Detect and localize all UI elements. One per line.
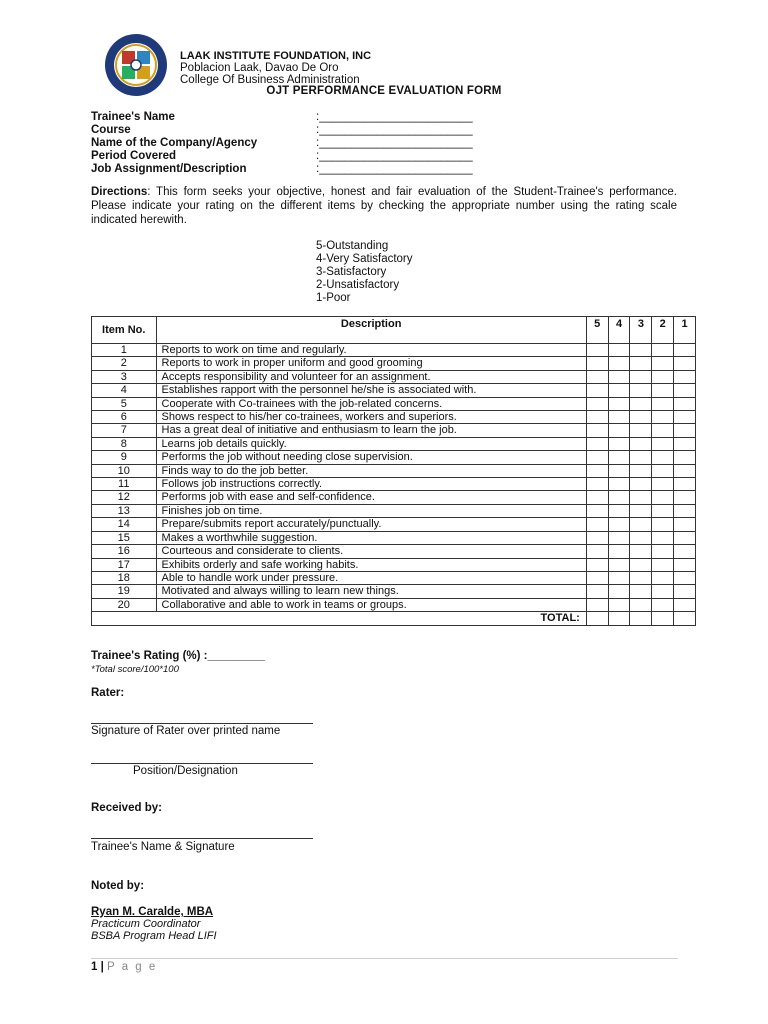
directions-paragraph (91, 185, 677, 227)
rating-checkbox-cell[interactable] (586, 491, 608, 504)
field-line-period[interactable]: :________________________ (316, 150, 473, 162)
col-rating-3: 3 (630, 317, 652, 344)
rating-checkbox-cell[interactable] (586, 545, 608, 558)
item-number: 17 (92, 558, 157, 571)
rating-checkbox-cell[interactable] (674, 424, 696, 437)
table-row (92, 478, 696, 491)
table-row (92, 397, 696, 410)
form-title: OJT PERFORMANCE EVALUATION FORM (266, 85, 502, 97)
item-number: 14 (92, 518, 157, 531)
org-name: LAAK INSTITUTE FOUNDATION, INC (180, 50, 372, 62)
field-label-course: Course (91, 124, 131, 136)
table-row (92, 558, 696, 571)
rating-checkbox-cell[interactable] (608, 357, 630, 370)
page-number: 1 (91, 961, 98, 973)
rating-checkbox-cell[interactable] (586, 397, 608, 410)
rating-checkbox-cell[interactable] (674, 464, 696, 477)
rating-checkbox-cell[interactable] (630, 571, 652, 584)
table-row (92, 370, 696, 383)
rating-checkbox-cell[interactable] (652, 437, 674, 450)
rating-checkbox-cell[interactable] (608, 558, 630, 571)
item-description: Follows job instructions correctly. (156, 478, 586, 491)
item-number: 2 (92, 357, 157, 370)
rating-checkbox-cell[interactable] (608, 411, 630, 424)
rating-formula-note: *Total score/100*100 (91, 664, 179, 675)
rating-checkbox-cell[interactable] (608, 464, 630, 477)
rating-checkbox-cell[interactable] (586, 598, 608, 611)
rating-checkbox-cell[interactable] (630, 585, 652, 598)
item-description: Collaborative and able to work in teams or groups. (156, 598, 586, 611)
item-description: Performs job with ease and self-confidence. (156, 491, 586, 504)
rating-checkbox-cell[interactable] (630, 437, 652, 450)
item-number: 20 (92, 598, 157, 611)
rating-checkbox-cell[interactable] (652, 491, 674, 504)
rating-checkbox-cell[interactable] (586, 571, 608, 584)
item-description: Learns job details quickly. (156, 437, 586, 450)
col-rating-4: 4 (608, 317, 630, 344)
rating-checkbox-cell[interactable] (652, 598, 674, 611)
rating-checkbox-cell[interactable] (608, 424, 630, 437)
item-number: 1 (92, 344, 157, 357)
table-row (92, 518, 696, 531)
table-row (92, 451, 696, 464)
table-row (92, 571, 696, 584)
scale-item: 3-Satisfactory (316, 266, 387, 278)
item-number: 7 (92, 424, 157, 437)
rater-label: Rater: (91, 687, 125, 699)
page-word: P a g e (107, 961, 158, 973)
item-description: Performs the job without needing close supervision. (156, 451, 586, 464)
rating-checkbox-cell[interactable] (586, 437, 608, 450)
rating-checkbox-cell[interactable] (608, 531, 630, 544)
rating-checkbox-cell[interactable] (608, 370, 630, 383)
rating-checkbox-cell[interactable] (630, 464, 652, 477)
rating-checkbox-cell[interactable] (608, 571, 630, 584)
table-row (92, 585, 696, 598)
scale-item: 4-Very Satisfactory (316, 253, 413, 265)
total-cell[interactable] (608, 612, 630, 625)
rating-checkbox-cell[interactable] (608, 545, 630, 558)
rating-checkbox-cell[interactable] (586, 558, 608, 571)
rating-checkbox-cell[interactable] (652, 397, 674, 410)
rating-checkbox-cell[interactable] (652, 531, 674, 544)
rating-checkbox-cell[interactable] (674, 491, 696, 504)
field-label-period: Period Covered (91, 150, 176, 162)
scale-item: 5-Outstanding (316, 240, 389, 252)
item-number: 6 (92, 411, 157, 424)
rating-checkbox-cell[interactable] (674, 411, 696, 424)
table-row (92, 384, 696, 397)
rating-checkbox-cell[interactable] (630, 451, 652, 464)
rater-position-caption: Position/Designation (133, 765, 238, 777)
rater-signature-line[interactable] (91, 722, 313, 724)
rating-checkbox-cell[interactable] (630, 491, 652, 504)
rating-checkbox-cell[interactable] (652, 464, 674, 477)
rating-checkbox-cell[interactable] (608, 478, 630, 491)
item-number: 5 (92, 397, 157, 410)
total-cell[interactable] (586, 612, 608, 625)
table-row (92, 491, 696, 504)
rating-checkbox-cell[interactable] (674, 437, 696, 450)
item-number: 19 (92, 585, 157, 598)
item-description: Finds way to do the job better. (156, 464, 586, 477)
rating-checkbox-cell[interactable] (674, 344, 696, 357)
rating-checkbox-cell[interactable] (586, 518, 608, 531)
rating-checkbox-cell[interactable] (674, 384, 696, 397)
college-name: College Of Business Administration (180, 74, 360, 86)
scale-item: 2-Unsatisfactory (316, 279, 400, 291)
rating-checkbox-cell[interactable] (674, 370, 696, 383)
rating-checkbox-cell[interactable] (608, 518, 630, 531)
noted-by-title: Practicum Coordinator (91, 918, 201, 930)
rating-checkbox-cell[interactable] (652, 478, 674, 491)
col-description: Description (156, 317, 586, 344)
item-description: Able to handle work under pressure. (156, 571, 586, 584)
field-label-job: Job Assignment/Description (91, 163, 247, 175)
rating-checkbox-cell[interactable] (630, 397, 652, 410)
rating-checkbox-cell[interactable] (630, 504, 652, 517)
item-number: 4 (92, 384, 157, 397)
received-by-label: Received by: (91, 802, 162, 814)
rating-checkbox-cell[interactable] (608, 451, 630, 464)
rating-checkbox-cell[interactable] (652, 545, 674, 558)
rating-checkbox-cell[interactable] (608, 344, 630, 357)
rating-checkbox-cell[interactable] (630, 370, 652, 383)
field-label-trainee-name: Trainee's Name (91, 111, 175, 123)
item-description: Cooperate with Co-trainees with the job-related concerns. (156, 397, 586, 410)
rating-checkbox-cell[interactable] (586, 451, 608, 464)
rating-checkbox-cell[interactable] (586, 411, 608, 424)
item-description: Prepare/submits report accurately/punctually. (156, 518, 586, 531)
rating-checkbox-cell[interactable] (674, 518, 696, 531)
noted-by-title: BSBA Program Head LIFI (91, 930, 217, 942)
item-description: Reports to work on time and regularly. (156, 344, 586, 357)
rating-checkbox-cell[interactable] (586, 370, 608, 383)
rating-checkbox-cell[interactable] (652, 384, 674, 397)
page-separator: | (100, 961, 104, 973)
field-line-trainee-name[interactable]: :________________________ (316, 111, 473, 123)
rating-checkbox-cell[interactable] (608, 384, 630, 397)
col-rating-5: 5 (586, 317, 608, 344)
rating-checkbox-cell[interactable] (674, 478, 696, 491)
item-number: 9 (92, 451, 157, 464)
table-row (92, 464, 696, 477)
table-row (92, 598, 696, 611)
rating-checkbox-cell[interactable] (586, 344, 608, 357)
rating-checkbox-cell[interactable] (652, 571, 674, 584)
rating-checkbox-cell[interactable] (652, 504, 674, 517)
rating-checkbox-cell[interactable] (608, 491, 630, 504)
rating-checkbox-cell[interactable] (630, 545, 652, 558)
item-number: 3 (92, 370, 157, 383)
rating-checkbox-cell[interactable] (674, 598, 696, 611)
rating-checkbox-cell[interactable] (652, 424, 674, 437)
rating-checkbox-cell[interactable] (652, 357, 674, 370)
rating-checkbox-cell[interactable] (674, 531, 696, 544)
rating-checkbox-cell[interactable] (608, 585, 630, 598)
table-row (92, 357, 696, 370)
rating-checkbox-cell[interactable] (586, 504, 608, 517)
rating-checkbox-cell[interactable] (608, 504, 630, 517)
item-number: 10 (92, 464, 157, 477)
evaluation-table (91, 316, 696, 626)
item-description: Shows respect to his/her co-trainees, workers and superiors. (156, 411, 586, 424)
item-description: Accepts responsibility and volunteer for an assignment. (156, 370, 586, 383)
rater-position-line[interactable] (91, 762, 313, 764)
item-number: 8 (92, 437, 157, 450)
table-row (92, 531, 696, 544)
rater-signature-caption: Signature of Rater over printed name (91, 725, 281, 737)
item-number: 16 (92, 545, 157, 558)
item-number: 12 (92, 491, 157, 504)
item-description: Makes a worthwhile suggestion. (156, 531, 586, 544)
total-cell[interactable] (674, 612, 696, 625)
rating-checkbox-cell[interactable] (586, 531, 608, 544)
trainee-signature-caption: Trainee's Name & Signature (91, 841, 235, 853)
rating-checkbox-cell[interactable] (674, 357, 696, 370)
rating-checkbox-cell[interactable] (652, 518, 674, 531)
rating-checkbox-cell[interactable] (674, 585, 696, 598)
field-line-company[interactable]: :________________________ (316, 137, 473, 149)
item-number: 18 (92, 571, 157, 584)
table-row (92, 344, 696, 357)
noted-by-label: Noted by: (91, 880, 145, 892)
rating-checkbox-cell[interactable] (652, 585, 674, 598)
col-rating-1: 1 (674, 317, 696, 344)
item-description: Establishes rapport with the personnel he/she is associated with. (156, 384, 586, 397)
table-row (92, 504, 696, 517)
rating-checkbox-cell[interactable] (608, 437, 630, 450)
rating-checkbox-cell[interactable] (674, 545, 696, 558)
directions-text: : This form seeks your objective, honest and fair evaluation of the Student-Trainee's performance. Please indicate your rating on the different items by checking the appropriate number using the rating scale indicated herewith. (91, 186, 677, 226)
item-number: 13 (92, 504, 157, 517)
table-row (92, 545, 696, 558)
rating-checkbox-cell[interactable] (652, 558, 674, 571)
table-row (92, 424, 696, 437)
rating-checkbox-cell[interactable] (674, 451, 696, 464)
item-description: Courteous and considerate to clients. (156, 545, 586, 558)
scale-item: 1-Poor (316, 292, 351, 304)
field-line-course[interactable]: :________________________ (316, 124, 473, 136)
field-line-job[interactable]: :________________________ (316, 163, 473, 175)
rating-checkbox-cell[interactable] (652, 411, 674, 424)
rating-checkbox-cell[interactable] (608, 397, 630, 410)
total-cell[interactable] (652, 612, 674, 625)
item-description: Finishes job on time. (156, 504, 586, 517)
col-rating-2: 2 (652, 317, 674, 344)
total-label: TOTAL: (92, 612, 587, 625)
rating-checkbox-cell[interactable] (630, 558, 652, 571)
rating-checkbox-cell[interactable] (630, 411, 652, 424)
rating-checkbox-cell[interactable] (608, 598, 630, 611)
item-description: Motivated and always willing to learn new things. (156, 585, 586, 598)
rating-checkbox-cell[interactable] (652, 451, 674, 464)
rating-checkbox-cell[interactable] (586, 384, 608, 397)
field-label-company: Name of the Company/Agency (91, 137, 258, 149)
rating-checkbox-cell[interactable] (586, 478, 608, 491)
rating-checkbox-cell[interactable] (674, 558, 696, 571)
footer-divider (91, 958, 678, 959)
directions-label: Directions (91, 186, 148, 198)
rating-checkbox-cell[interactable] (630, 357, 652, 370)
rating-checkbox-cell[interactable] (630, 478, 652, 491)
item-description: Exhibits orderly and safe working habits. (156, 558, 586, 571)
item-number: 11 (92, 478, 157, 491)
item-description: Reports to work in proper uniform and good grooming (156, 357, 586, 370)
rating-checkbox-cell[interactable] (630, 344, 652, 357)
trainee-signature-line[interactable] (91, 837, 313, 839)
rating-checkbox-cell[interactable] (674, 504, 696, 517)
rating-checkbox-cell[interactable] (586, 424, 608, 437)
rating-checkbox-cell[interactable] (674, 397, 696, 410)
rating-checkbox-cell[interactable] (630, 424, 652, 437)
noted-by-name: Ryan M. Caralde, MBA (91, 906, 214, 918)
item-number: 15 (92, 531, 157, 544)
table-row (92, 411, 696, 424)
item-description: Has a great deal of initiative and enthusiasm to learn the job. (156, 424, 586, 437)
rating-checkbox-cell[interactable] (586, 357, 608, 370)
total-cell[interactable] (630, 612, 652, 625)
rating-checkbox-cell[interactable] (630, 384, 652, 397)
rating-checkbox-cell[interactable] (652, 344, 674, 357)
rating-checkbox-cell[interactable] (630, 518, 652, 531)
rating-checkbox-cell[interactable] (630, 531, 652, 544)
page-footer (91, 961, 157, 973)
rating-checkbox-cell[interactable] (674, 571, 696, 584)
rating-checkbox-cell[interactable] (652, 370, 674, 383)
trainee-rating-field[interactable]: Trainee's Rating (%) :_________ (91, 650, 266, 662)
rating-checkbox-cell[interactable] (586, 585, 608, 598)
rating-checkbox-cell[interactable] (586, 464, 608, 477)
rating-checkbox-cell[interactable] (630, 598, 652, 611)
col-item-no: Item No. (92, 317, 157, 344)
table-row (92, 437, 696, 450)
org-address: Poblacion Laak, Davao De Oro (180, 62, 339, 74)
